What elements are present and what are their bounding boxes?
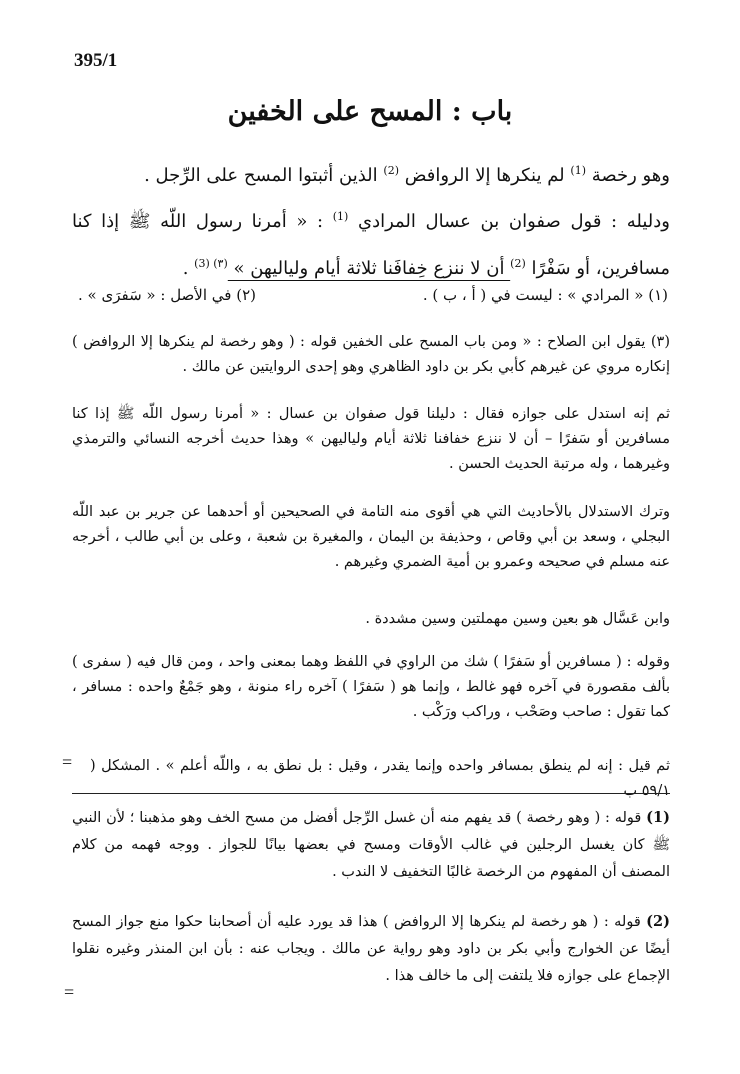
continuation-mark: =	[62, 752, 73, 772]
bottom-footnote-1-text: قوله : ( وهو رخصة ) قد يفهم منه أن غسل الرِّجل أفضل من مسح الخف وهو مذهبنا ؛ لأن النبي ﷺ كان يغسل الرجلين في غالب الأوقات ومسح في بعضها بيانًا للجواز . ووجه فهمه من كلام المصنف أن المفهوم من الرخصة غالبًا التخفيف لا الندب .	[72, 810, 670, 880]
bottom-footnote-1	[72, 804, 670, 886]
chapter-title: باب : المسح على الخفين	[227, 96, 513, 127]
main-p2-text-d: .	[182, 258, 195, 279]
footnote-ref-2[interactable]: (2)	[383, 164, 399, 177]
bottom-footnote-2-marker: (2)	[646, 913, 670, 930]
commentary-paragraph-6: ثم قيل : إنه لم ينطق بمسافر واحده وإنما يقدر ، وقيل : بل نطق به ، واللّه أعلم » . المشكل ( ٥٩/١ ب	[90, 758, 670, 799]
bottom-footnote-2	[72, 908, 670, 990]
commentary-note-3: (٣) يقول ابن الصلاح : « ومن باب المسح على الخفين قوله : ( وهو رخصة لم ينكرها إلا الروافض ) إنكاره مروي عن غيرهم كأبي بكر بن داود الظاهري وهو إحدى الروايتين عن مالك .	[72, 334, 670, 375]
bottom-footnote-1-marker: (1)	[646, 809, 670, 826]
commentary-paragraph-2: ثم إنه استدل على جوازه فقال : دليلنا قول صفوان بن عسال : « أمرنا رسول اللّه ﷺ إذا كنا مسافرين أو سَفرًا – أن لا ننزع خفافنا ثلاثة أيام ولياليهن » وهذا حديث أخرجه النسائي والترمذي وغيرهما ، وله مرتبة الحديث الحسن .	[72, 406, 670, 472]
bottom-footnote-2-text: قوله : ( هو رخصة لم ينكرها إلا الروافض ) هذا قد يورد عليه أن أصحابنا حكوا منع جواز المسح أيضًا عن الخوارج وأبي بكر بن داود وهو رواية عن مالك . ويجاب عنه : بأن ابن المنذر وغيره نقلوا الإجماع على جوازه فلا يلتفت إلى ما خالف هذا .	[72, 914, 670, 984]
main-paragraph-1	[72, 150, 670, 197]
footnote-ref-3[interactable]: (٣) (3)	[194, 257, 228, 270]
inline-footnotes	[78, 286, 668, 304]
main-p2-text-b: : « أمرنا رسول اللّه ﷺ إذا كنا مسافرين، أو سَفْرًا	[72, 211, 670, 279]
footnote-ref-1b[interactable]: (1)	[332, 210, 349, 223]
main-p2-text-a: ودليله : قول صفوان بن عسال المرادي	[348, 211, 670, 232]
footnote-ref-2b[interactable]: (2)	[510, 257, 526, 270]
commentary-paragraph-4: وابن عَسَّال هو بعين وسين مهملتين وسين مشددة .	[365, 611, 670, 627]
inline-footnote-1: (١) « المرادي » : ليست في ( أ ، ب ) .	[422, 286, 668, 304]
page-number: 395/1	[74, 50, 118, 71]
main-p1-text-b: لم ينكرها إلا الروافض	[398, 165, 571, 186]
commentary-paragraph-5: وقوله : ( مسافرين أو سَفرًا ) شك من الراوي في اللفظ وهما بمعنى واحد ، ومن قال فيه ( سفرى ) بألف مقصورة في آخره فهو غالط ، وإنما هو ( سَفرًا ) آخره راء منونة ، وهو جَمْعٌ واحده : مسافر ، كما تقول : صاحب وصَحْب ، وراكب ورَكْب .	[72, 654, 670, 720]
bottom-continuation-mark: =	[64, 982, 75, 1002]
commentary-paragraph-3: وترك الاستدلال بالأحاديث التي هي أقوى منه التامة في الصحيحين أو أحدهما عن جرير بن عبد اللّه البجلي ، وسعد بن أبي وقاص ، وحذيفة بن اليمان ، والمغيرة بن شعبة ، وعلى بن أبي طالب ، أخرجه عنه مسلم في صحيحه وعمرو بن أمية الضمري وغيرهم .	[72, 504, 670, 570]
footnote-divider	[72, 793, 670, 794]
main-paragraph-2	[72, 196, 670, 290]
hadith-underlined: أن لا ننزع خِفافَنا ثلاثة أيام ولياليهن »	[227, 258, 511, 279]
inline-footnote-2: (٢) في الأصل : « سَفرَى » .	[78, 286, 256, 304]
footnote-ref-1[interactable]: (1)	[570, 164, 586, 177]
main-p1-text-a: وهو رخصة	[585, 165, 670, 186]
main-p1-text-c: الذين أثبتوا المسح على الرِّجل .	[144, 165, 384, 186]
